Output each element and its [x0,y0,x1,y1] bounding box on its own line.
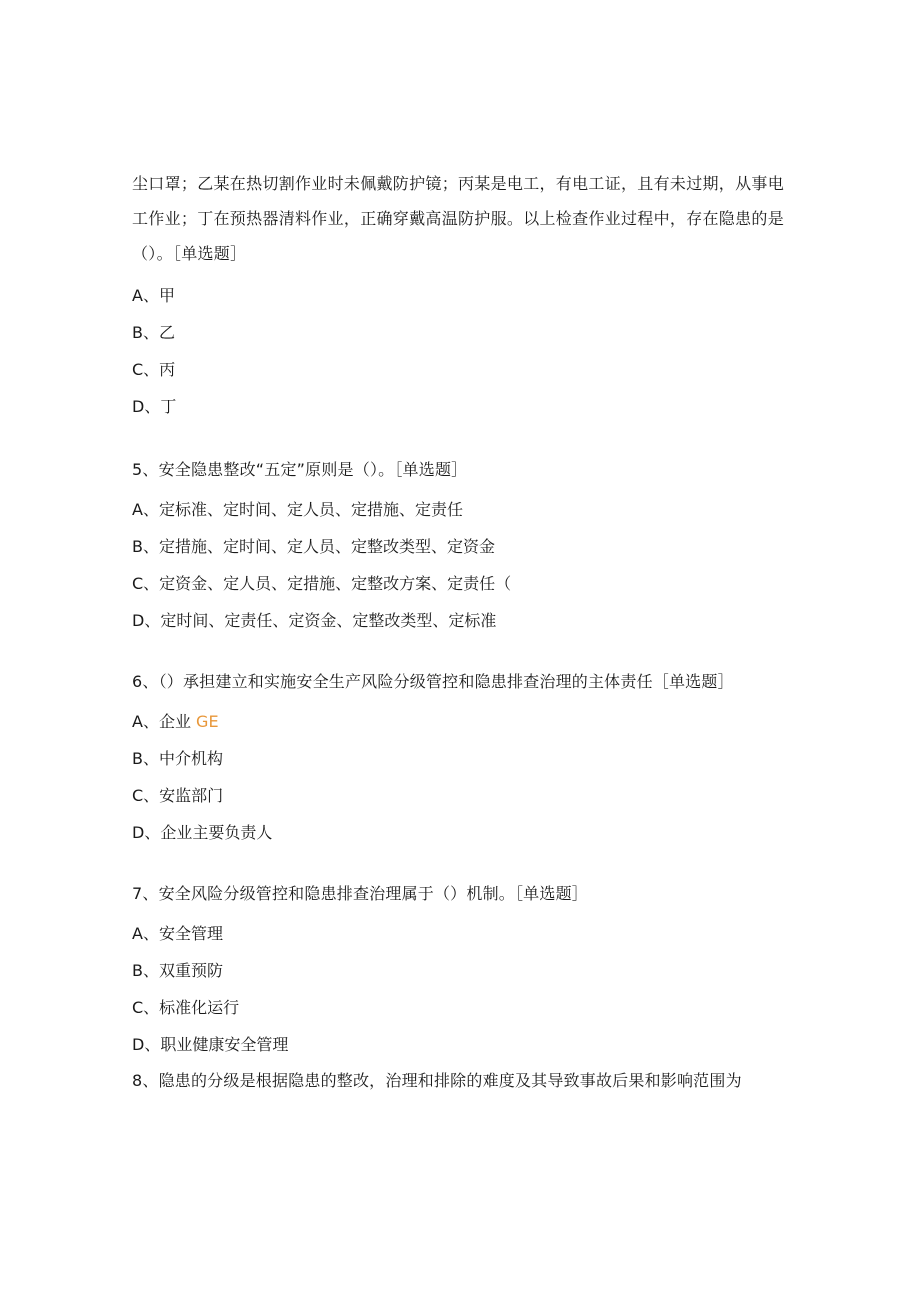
question-4-continuation: 尘口罩；乙某在热切割作业时未佩戴防护镜；丙某是电工，有电工证，且有未过期，从事电工作业；丁在预热器清料作业，正确穿戴高温防护服。以上检查作业过程中，存在隐患的是（）。［单选题］ [132,174,785,263]
question-5-option-d: D、定时间、定责任、定资金、定整改类型、定标准 [132,611,497,630]
question-4-option-c: C、丙 [132,360,176,379]
document-page [132,166,792,1093]
question-7-text: 7、安全风险分级管控和隐患排查治理属于（）机制。［单选题］ [132,884,588,903]
question-4-option-b: B、乙 [132,323,175,342]
question-5-options [132,499,792,632]
question-4-option-a: A、甲 [132,286,175,305]
question-6-option-a [132,711,792,733]
question-5-option-b: B、定措施、定时间、定人员、定整改类型、定资金 [132,537,495,556]
question-5-option-a: A、定标准、定时间、定人员、定措施、定责任 [132,500,463,519]
question-7-option-a: A、安全管理 [132,924,223,943]
question-4-options [132,285,792,418]
question-6-text: 6、（）承担建立和实施安全生产风险分级管控和隐患排查治理的主体责任［单选题］ [132,672,734,691]
question-6-option-a-label: A、企业 [132,712,191,731]
question-7-option-c: C、标准化运行 [132,998,240,1017]
question-7-option-b: B、双重预防 [132,961,223,980]
question-6-options [132,711,792,844]
question-6-option-d: D、企业主要负责人 [132,823,273,842]
question-8-text: 8、隐患的分级是根据隐患的整改，治理和排除的难度及其导致事故后果和影响范围为 [132,1071,742,1090]
question-4-option-d: D、丁 [132,397,177,416]
question-6-option-c: C、安监部门 [132,786,224,805]
question-7-options [132,923,792,1056]
question-5-option-c: C、定资金、定人员、定措施、定整改方案、定责任（ [132,574,512,593]
question-6-option-b: B、中介机构 [132,749,223,768]
question-7-option-d: D、职业健康安全管理 [132,1035,289,1054]
question-5-text: 5、安全隐患整改“五定”原则是（）。［单选题］ [132,460,468,479]
answer-mark: GE [196,712,219,731]
